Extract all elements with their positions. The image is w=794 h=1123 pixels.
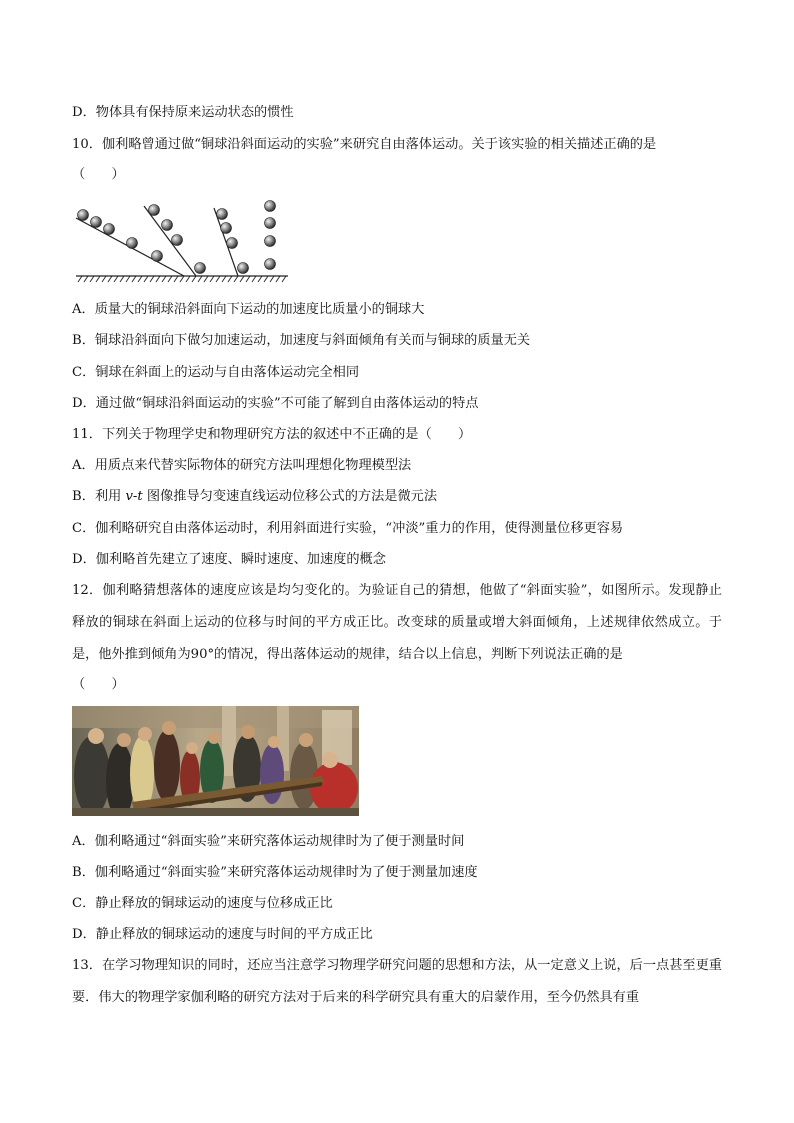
q10-option-b: B．铜球沿斜面向下做匀加速运动，加速度与斜面倾角有关而与铜球的质量无关 [72, 333, 531, 348]
q12-answer-blank: （ ） [72, 677, 125, 692]
q11-option-b [72, 488, 437, 506]
q9-option-d: D．物体具有保持原来运动状态的惯性 [72, 105, 294, 120]
q11-option-b-rest: 图像推导匀变速直线运动位移公式的方法是微元法 [146, 489, 438, 504]
q12-stem: 12．伽利略猜想落体的速度应该是均匀变化的。为验证自己的猜想，他做了“斜面实验”，如图所示。发现静止释放的铜球在斜面上运动的位移与时间的平方成正比。改变球的质量或增大斜面倾角，上述规律依然成立。于是，他外推到倾角为90°的情况，得出落体运动的规律，结合以上信息，判断下列说法正确的是 [72, 583, 722, 662]
q12-option-b: B．伽利略通过“斜面实验”来研究落体运动规律时为了便于测量加速度 [72, 865, 478, 880]
q12-option-c: C．静止释放的铜球运动的速度与位移成正比 [72, 896, 333, 911]
q11-option-b-prefix: B．利用 [72, 489, 122, 504]
q11-stem: 11．下列关于物理学史和物理研究方法的叙述中不正确的是（ ） [72, 427, 472, 442]
q10-answer-blank: （ ） [72, 167, 125, 182]
q11-option-c: C．伽利略研究自由落体运动时，利用斜面进行实验，“冲淡”重力的作用，使得测量位移更容易 [72, 521, 624, 536]
galileo-painting [72, 706, 359, 816]
q11-option-a: A．用质点来代替实际物体的研究方法叫理想化物理模型法 [72, 458, 412, 473]
q10-stem: 10．伽利略曾通过做“铜球沿斜面运动的实验”来研究自由落体运动。关于该实验的相关描述正确的是 [72, 137, 657, 152]
q10-option-d: D．通过做“铜球沿斜面运动的实验”不可能了解到自由落体运动的特点 [72, 396, 479, 411]
q10-option-a: A．质量大的铜球沿斜面向下运动的加速度比质量小的铜球大 [72, 302, 425, 317]
q10-option-c: C．铜球在斜面上的运动与自由落体运动完全相同 [72, 365, 360, 380]
q13-stem: 13．在学习物理知识的同时，还应当注意学习物理学研究问题的思想和方法，从一定意义上说，后一点甚至更重要．伟大的物理学家伽利略的研究方法对于后来的科学研究具有重大的启蒙作用，至今仍然具有重 [72, 958, 722, 1005]
q11-option-d: D．伽利略首先建立了速度、瞬时速度、加速度的概念 [72, 552, 386, 567]
q12-option-d: D．静止释放的铜球运动的速度与时间的平方成正比 [72, 927, 373, 942]
q12-option-a: A．伽利略通过“斜面实验”来研究落体运动规律时为了便于测量时间 [72, 834, 465, 849]
q11-option-b-variable: v-t [125, 489, 143, 504]
inclined-plane-figure [72, 196, 292, 286]
